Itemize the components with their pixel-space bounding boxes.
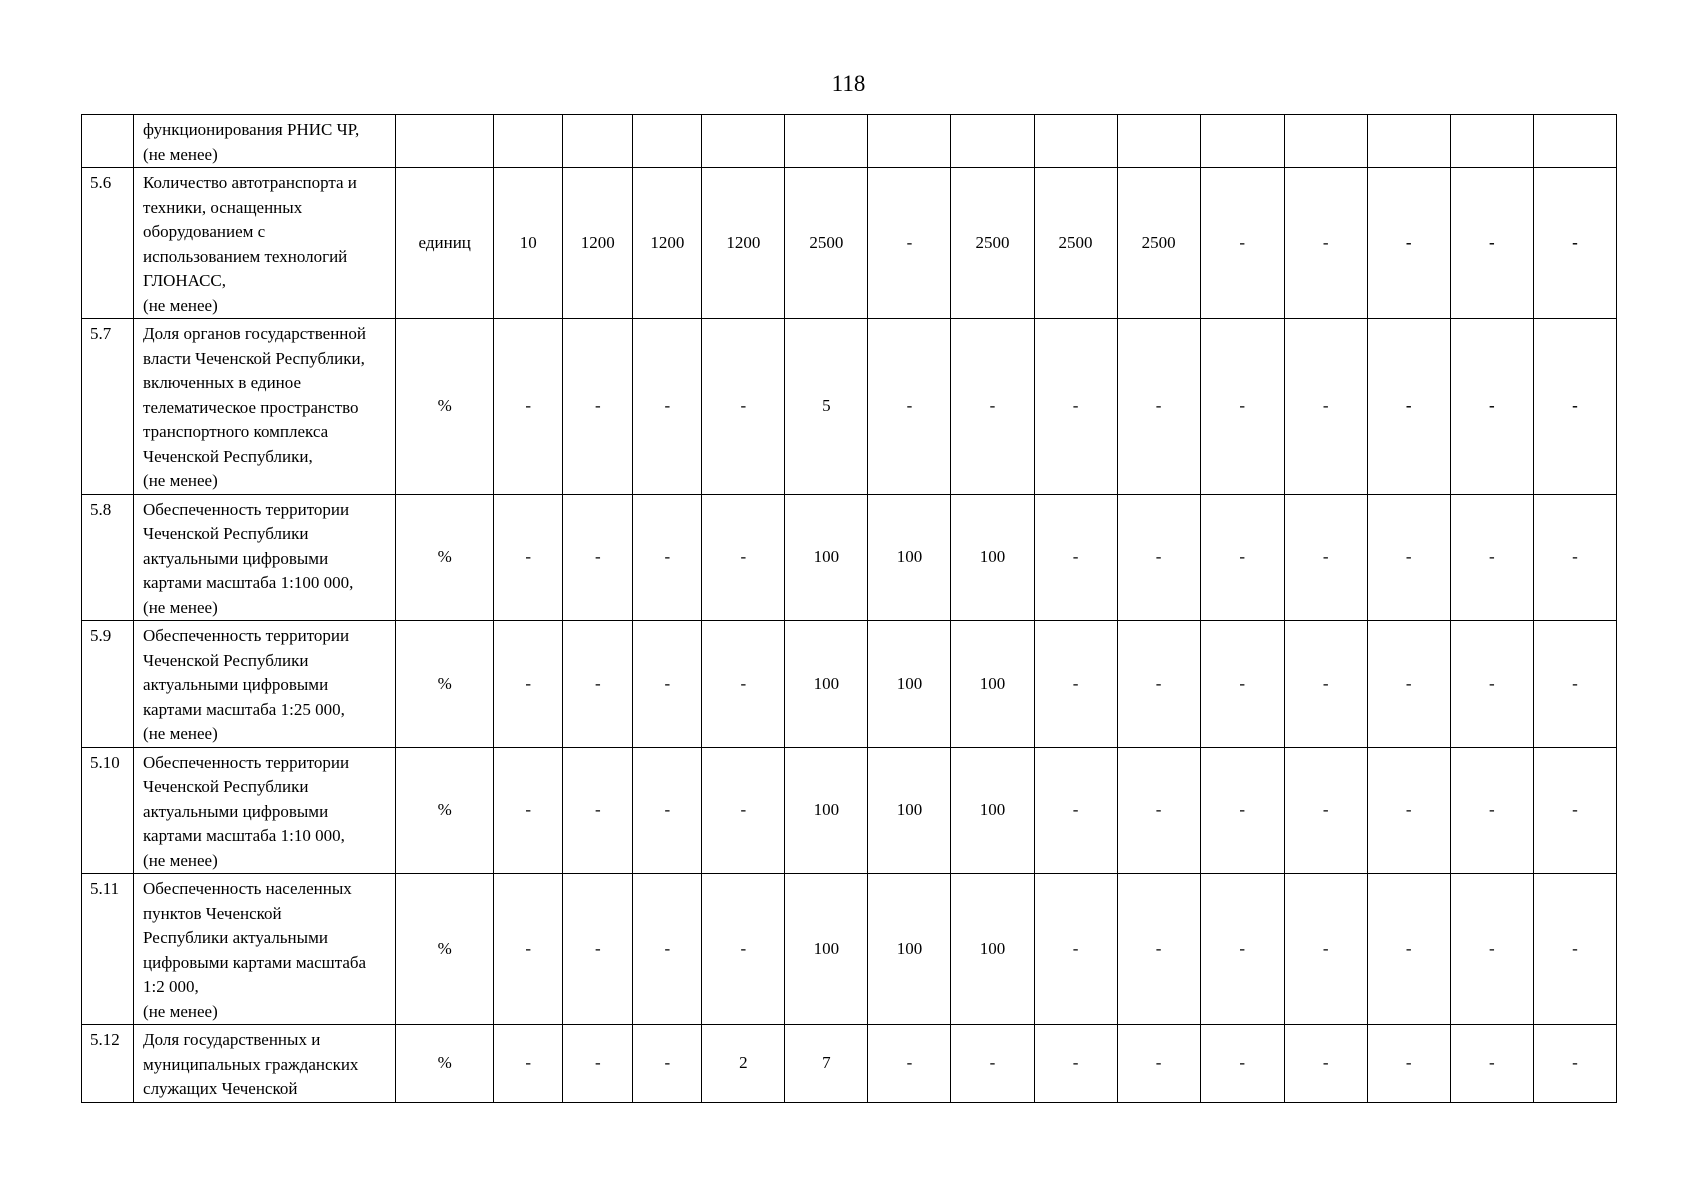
value-cell: - (1117, 1025, 1200, 1103)
value-cell: - (1533, 168, 1616, 319)
value-cell: - (1117, 319, 1200, 495)
value-cell: - (1200, 168, 1284, 319)
indicators-table (81, 114, 1617, 1103)
indicator-name-cell (134, 874, 396, 1025)
indicator-name-cell (134, 168, 396, 319)
indicator-name-line: функционирования РНИС ЧР, (143, 120, 360, 139)
value-cell: - (633, 1025, 702, 1103)
value-cell: 10 (494, 168, 563, 319)
value-cell: 2500 (1117, 168, 1200, 319)
indicator-name-line: Чеченской Республики (143, 650, 309, 670)
table-row (82, 168, 1617, 319)
value-cell: - (563, 319, 633, 495)
indicator-name-line: актуальными цифровыми (143, 548, 329, 568)
value-cell: - (1200, 874, 1284, 1025)
indicator-name-line: Чеченской Республики (143, 524, 309, 543)
value-cell: - (702, 319, 785, 495)
value-cell: 7 (785, 1025, 868, 1103)
value-cell: 100 (951, 621, 1034, 748)
value-cell: - (1200, 621, 1284, 748)
indicator-name-line: (не менее) (143, 144, 218, 164)
value-cell (1367, 115, 1450, 168)
value-cell: - (1450, 1025, 1533, 1103)
value-cell: - (1533, 1025, 1616, 1103)
indicator-name-line: Количество автотранспорта и (143, 173, 357, 192)
value-cell: - (633, 747, 702, 874)
value-cell: - (1367, 874, 1450, 1025)
value-cell: - (1117, 747, 1200, 874)
table-row (82, 874, 1617, 1025)
value-cell: - (1450, 621, 1533, 748)
row-number-cell: 5.9 (82, 621, 134, 748)
value-cell: 2500 (1034, 168, 1117, 319)
value-cell: 100 (951, 494, 1034, 621)
value-cell (702, 115, 785, 168)
indicator-name-line: Обеспеченность территории (143, 752, 350, 772)
value-cell: - (494, 494, 563, 621)
indicator-name-cell (134, 621, 396, 748)
value-cell: - (633, 621, 702, 748)
unit-cell: % (396, 747, 494, 874)
value-cell: - (563, 621, 633, 748)
value-cell: - (1367, 621, 1450, 748)
table-row (82, 747, 1617, 874)
value-cell: 2500 (951, 168, 1034, 319)
value-cell (951, 115, 1034, 168)
page-number: 118 (831, 71, 866, 96)
value-cell: - (1367, 747, 1450, 874)
value-cell: - (1200, 319, 1284, 495)
indicator-name-cell (134, 747, 396, 874)
indicator-name-line: власти Чеченской Республики, (143, 348, 365, 368)
indicator-name-line: включенных в единое (143, 373, 302, 392)
value-cell: - (1034, 1025, 1117, 1103)
value-cell: - (951, 319, 1034, 495)
indicator-name-line: Чеченской Республики (143, 777, 309, 796)
value-cell: - (633, 494, 702, 621)
value-cell: - (1034, 621, 1117, 748)
value-cell: - (1533, 494, 1616, 621)
indicator-name-line: телематическое пространство (143, 397, 359, 417)
row-number-cell (82, 115, 134, 168)
indicator-name-cell (134, 1025, 396, 1103)
value-cell: 100 (785, 874, 868, 1025)
indicator-name-line: техники, оснащенных (143, 197, 303, 217)
value-cell (868, 115, 951, 168)
indicator-name-cell (134, 494, 396, 621)
value-cell: 100 (868, 621, 951, 748)
value-cell: - (1284, 1025, 1367, 1103)
unit-cell: % (396, 621, 494, 748)
value-cell: - (1034, 747, 1117, 874)
indicator-name-line: оборудованием с (143, 222, 266, 241)
row-number-cell: 5.11 (82, 874, 134, 1025)
indicator-name-line: Доля органов государственной (143, 324, 367, 343)
value-cell: - (1533, 747, 1616, 874)
value-cell (1450, 115, 1533, 168)
value-cell: 100 (868, 747, 951, 874)
unit-cell: % (396, 1025, 494, 1103)
value-cell (1533, 115, 1616, 168)
indicator-name-line: Республики актуальными (143, 928, 328, 947)
indicator-name-line: Обеспеченность территории (143, 626, 350, 645)
indicator-name-line: 1:2 000, (143, 977, 199, 996)
value-cell: - (868, 319, 951, 495)
value-cell: - (1450, 874, 1533, 1025)
indicator-name-line: ГЛОНАСС, (143, 271, 227, 290)
value-cell: - (1034, 494, 1117, 621)
indicator-name-cell (134, 319, 396, 495)
indicator-name-line: актуальными цифровыми (143, 675, 329, 694)
indicator-name-line: Чеченской Республики, (143, 446, 313, 466)
value-cell: - (1034, 319, 1117, 495)
unit-cell: % (396, 319, 494, 495)
value-cell: - (1200, 747, 1284, 874)
indicator-name-line: актуальными цифровыми (143, 801, 329, 821)
value-cell (494, 115, 563, 168)
value-cell: 2500 (785, 168, 868, 319)
value-cell: - (494, 319, 563, 495)
value-cell: 1200 (702, 168, 785, 319)
indicator-name-line: (не менее) (143, 850, 218, 870)
value-cell: - (1284, 319, 1367, 495)
indicator-name-line: (не менее) (143, 471, 218, 490)
value-cell: - (1367, 494, 1450, 621)
value-cell: 100 (785, 747, 868, 874)
indicator-name-line: (не менее) (143, 1001, 218, 1021)
value-cell: - (1284, 494, 1367, 621)
value-cell: - (1284, 874, 1367, 1025)
value-cell: 100 (951, 747, 1034, 874)
value-cell: 100 (868, 874, 951, 1025)
value-cell: - (563, 1025, 633, 1103)
value-cell: - (702, 747, 785, 874)
value-cell: - (1117, 494, 1200, 621)
indicator-name-line: Обеспеченность территории (143, 499, 350, 519)
value-cell (1284, 115, 1367, 168)
value-cell: - (1117, 621, 1200, 748)
indicator-name-line: транспортного комплекса (143, 422, 329, 441)
table-row (82, 494, 1617, 621)
value-cell: - (1284, 747, 1367, 874)
value-cell (785, 115, 868, 168)
value-cell: 100 (868, 494, 951, 621)
value-cell: - (563, 494, 633, 621)
indicator-name-line: Доля государственных и (143, 1030, 321, 1049)
row-number-cell: 5.8 (82, 494, 134, 621)
value-cell: - (702, 621, 785, 748)
value-cell: - (494, 621, 563, 748)
value-cell: 1200 (563, 168, 633, 319)
unit-cell: % (396, 874, 494, 1025)
indicator-name-line: служащих Чеченской (143, 1079, 298, 1098)
value-cell: - (1117, 874, 1200, 1025)
value-cell: - (563, 874, 633, 1025)
value-cell: - (868, 1025, 951, 1103)
unit-cell (396, 115, 494, 168)
value-cell: 2 (702, 1025, 785, 1103)
indicator-name-line: пунктов Чеченской (143, 903, 282, 923)
value-cell: - (1533, 621, 1616, 748)
indicator-name-line: (не менее) (143, 295, 218, 315)
value-cell (633, 115, 702, 168)
value-cell: 100 (785, 494, 868, 621)
value-cell: - (951, 1025, 1034, 1103)
value-cell: - (1533, 319, 1616, 495)
value-cell: 5 (785, 319, 868, 495)
value-cell: - (702, 874, 785, 1025)
indicator-name-line: картами масштаба 1:100 000, (143, 573, 354, 592)
value-cell: 100 (785, 621, 868, 748)
value-cell: - (702, 494, 785, 621)
value-cell: - (1450, 494, 1533, 621)
unit-cell: единиц (396, 168, 494, 319)
value-cell: - (1200, 494, 1284, 621)
value-cell: - (1284, 621, 1367, 748)
value-cell: - (1533, 874, 1616, 1025)
table-row (82, 115, 1617, 168)
value-cell: - (1450, 319, 1533, 495)
value-cell: 100 (951, 874, 1034, 1025)
value-cell: - (494, 874, 563, 1025)
row-number-cell: 5.6 (82, 168, 134, 319)
value-cell: 1200 (633, 168, 702, 319)
indicator-name-line: муниципальных гражданских (143, 1054, 359, 1074)
value-cell (1117, 115, 1200, 168)
row-number-cell: 5.7 (82, 319, 134, 495)
table-row (82, 319, 1617, 495)
value-cell: - (1367, 319, 1450, 495)
indicator-name-line: картами масштаба 1:10 000, (143, 826, 345, 845)
value-cell: - (1200, 1025, 1284, 1103)
indicator-name-line: цифровыми картами масштаба (143, 952, 367, 972)
value-cell: - (494, 747, 563, 874)
table-row (82, 621, 1617, 748)
value-cell: - (633, 319, 702, 495)
value-cell: - (494, 1025, 563, 1103)
indicator-name-line: (не менее) (143, 597, 218, 617)
indicator-name-line: (не менее) (143, 724, 218, 743)
row-number-cell: 5.12 (82, 1025, 134, 1103)
value-cell (1200, 115, 1284, 168)
value-cell: - (633, 874, 702, 1025)
row-number-cell: 5.10 (82, 747, 134, 874)
value-cell (563, 115, 633, 168)
value-cell: - (1450, 747, 1533, 874)
indicator-name-cell (134, 115, 396, 168)
value-cell: - (1284, 168, 1367, 319)
indicator-name-line: картами масштаба 1:25 000, (143, 699, 345, 719)
table-row (82, 1025, 1617, 1103)
unit-cell: % (396, 494, 494, 621)
value-cell: - (1367, 1025, 1450, 1103)
indicator-name-line: использованием технологий (143, 246, 348, 266)
value-cell (1034, 115, 1117, 168)
value-cell: - (1034, 874, 1117, 1025)
value-cell: - (563, 747, 633, 874)
value-cell: - (1450, 168, 1533, 319)
value-cell: - (868, 168, 951, 319)
value-cell: - (1367, 168, 1450, 319)
indicator-name-line: Обеспеченность населенных (143, 879, 352, 898)
